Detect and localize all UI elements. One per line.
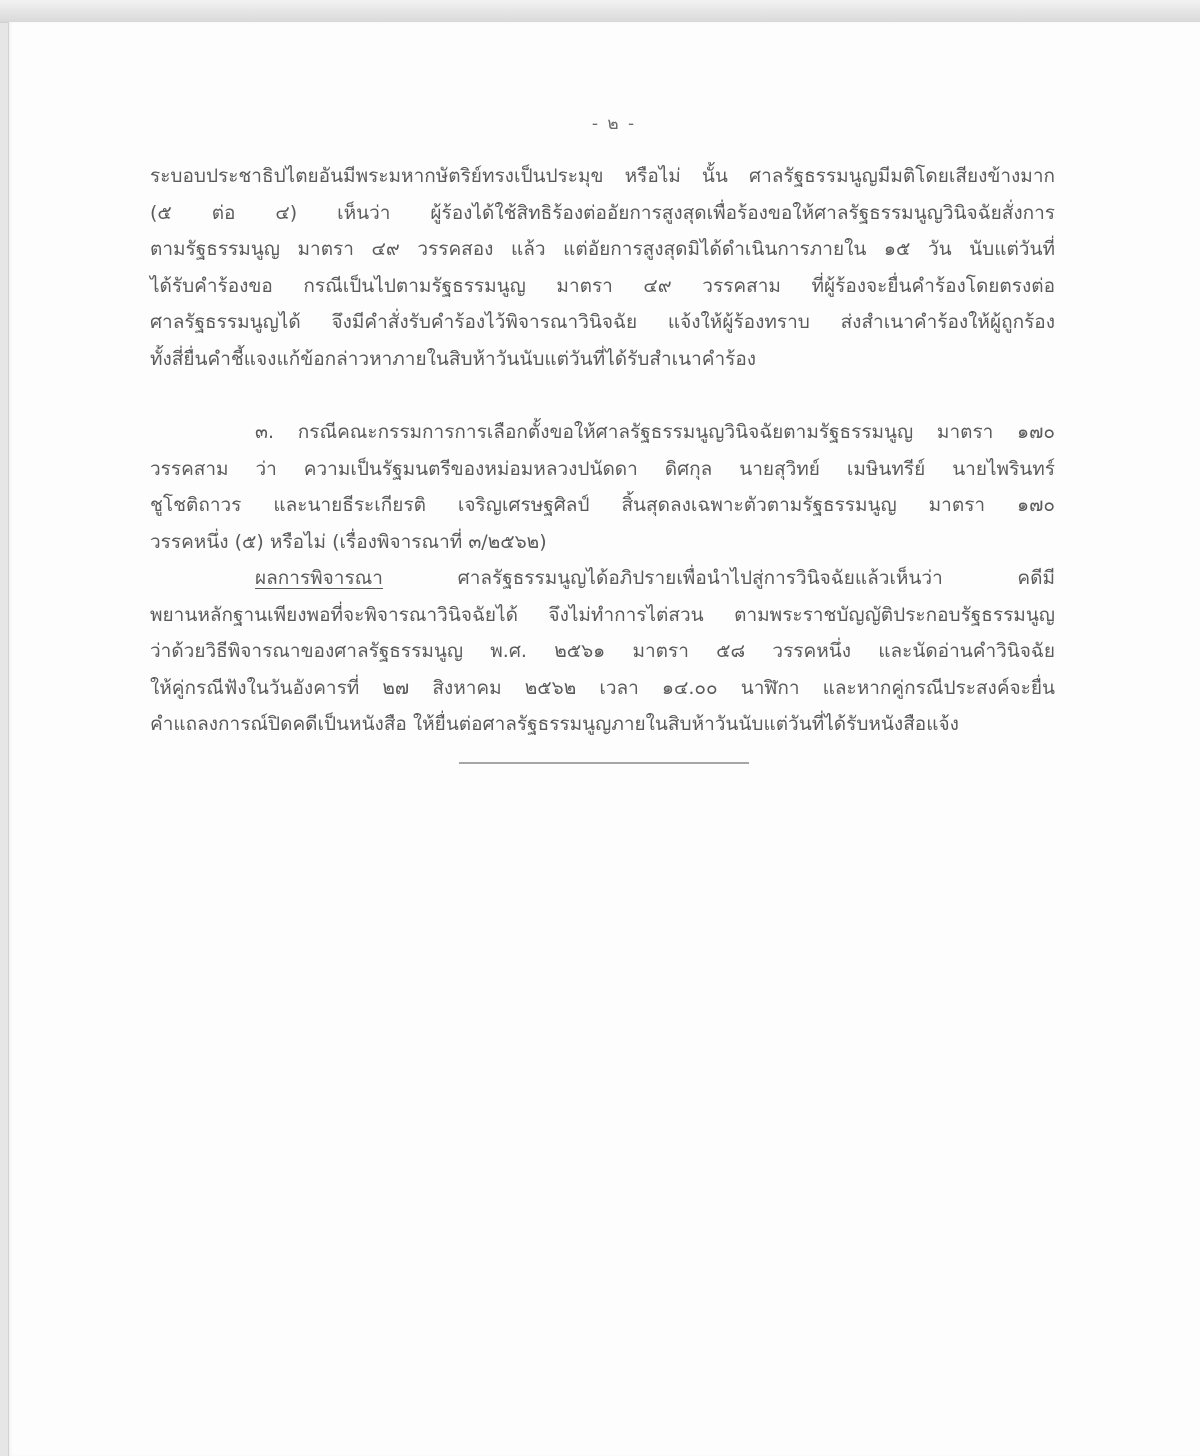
text-line: พยานหลักฐานเพียงพอที่จะพิจารณาวินิจฉัยได้ จึงไม่ทำการไต่สวน ตามพระราชบัญญัติประกอบรัฐธรรมนูญ [150, 603, 1055, 626]
text-line: ให้คู่กรณีฟังในวันอังคารที่ ๒๗ สิงหาคม ๒๕๖๒ เวลา ๑๔.๐๐ นาฬิกา และหากคู่กรณีประสงค์จะยื่น [150, 676, 1055, 699]
text-run: ศาลรัฐธรรมนูญได้อภิปรายเพื่อนำไปสู่การวินิจฉัยแล้วเห็นว่า คดีมี [382, 567, 1055, 589]
text-line: ได้รับคำร้องขอ กรณีเป็นไปตามรัฐธรรมนูญ มาตรา ๔๙ วรรคสาม ที่ผู้ร้องจะยื่นคำร้องโดยตรงต่อ [150, 274, 1055, 297]
text-line: ตามรัฐธรรมนูญ มาตรา ๔๙ วรรคสอง แล้ว แต่อัยการสูงสุดมิได้ดำเนินการภายใน ๑๕ วัน นับแต่วันที่ [150, 238, 1055, 260]
viewer-top-bar [0, 0, 1200, 23]
text-line: ทั้งสี่ยื่นคำชี้แจงแก้ข้อกล่าวหาภายในสิบห้าวันนับแต่วันที่ได้รับสำเนาคำร้อง [150, 347, 757, 370]
page-number: - ๒ - [591, 114, 637, 134]
paragraph-ruling-continuation [150, 158, 1055, 377]
text-line: ๓. กรณีคณะกรรมการการเลือกตั้งขอให้ศาลรัฐธรรมนูญวินิจฉัยตามรัฐธรรมนูญ มาตรา ๑๗๐ [255, 421, 1055, 443]
text-line: วรรคสาม ว่า ความเป็นรัฐมนตรีของหม่อมหลวงปนัดดา ดิศกุล นายสุวิทย์ เมษินทรีย์ นายไพรินทร์ [150, 457, 1055, 480]
text-line: คำแถลงการณ์ปิดคดีเป็นหนังสือ ให้ยื่นต่อศาลรัฐธรรมนูญภายในสิบห้าวันนับแต่วันที่ได้รับหนังสือแจ้ง [150, 713, 959, 735]
text-line: วรรคหนึ่ง (๕) หรือไม่ (เรื่องพิจารณาที่ ๓/๒๕๖๒) [150, 530, 547, 553]
paragraph-item-3 [150, 414, 1055, 560]
text-line: ระบอบประชาธิปไตยอันมีพระมหากษัตริย์ทรงเป็นประมุข หรือไม่ นั้น ศาลรัฐธรรมนูญมีมติโดยเสียงข้างมาก [150, 165, 1055, 187]
section-heading: ผลการพิจารณา [255, 567, 383, 589]
text-line [150, 560, 1055, 597]
text-line: ศาลรัฐธรรมนูญได้ จึงมีคำสั่งรับคำร้องไว้พิจารณาวินิจฉัย แจ้งให้ผู้ร้องทราบ ส่งสำเนาคำร้องให้ผู้ถูกร้อง [150, 311, 1055, 333]
text-line: (๕ ต่อ ๔) เห็นว่า ผู้ร้องได้ใช้สิทธิร้องต่ออัยการสูงสุดเพื่อร้องขอให้ศาลรัฐธรรมนูญวินิจฉัยสั่งการ [150, 201, 1055, 224]
end-of-content-divider [459, 762, 749, 764]
text-line: ว่าด้วยวิธีพิจารณาของศาลรัฐธรรมนูญ พ.ศ. ๒๕๖๑ มาตรา ๕๘ วรรคหนึ่ง และนัดอ่านคำวินิจฉัย [150, 640, 1055, 662]
paragraph-consideration-result [150, 560, 1055, 743]
text-line: ชูโชติถาวร และนายธีระเกียรติ เจริญเศรษฐศิลป์ สิ้นสุดลงเฉพาะตัวตามรัฐธรรมนูญ มาตรา ๑๗๐ [150, 494, 1055, 516]
